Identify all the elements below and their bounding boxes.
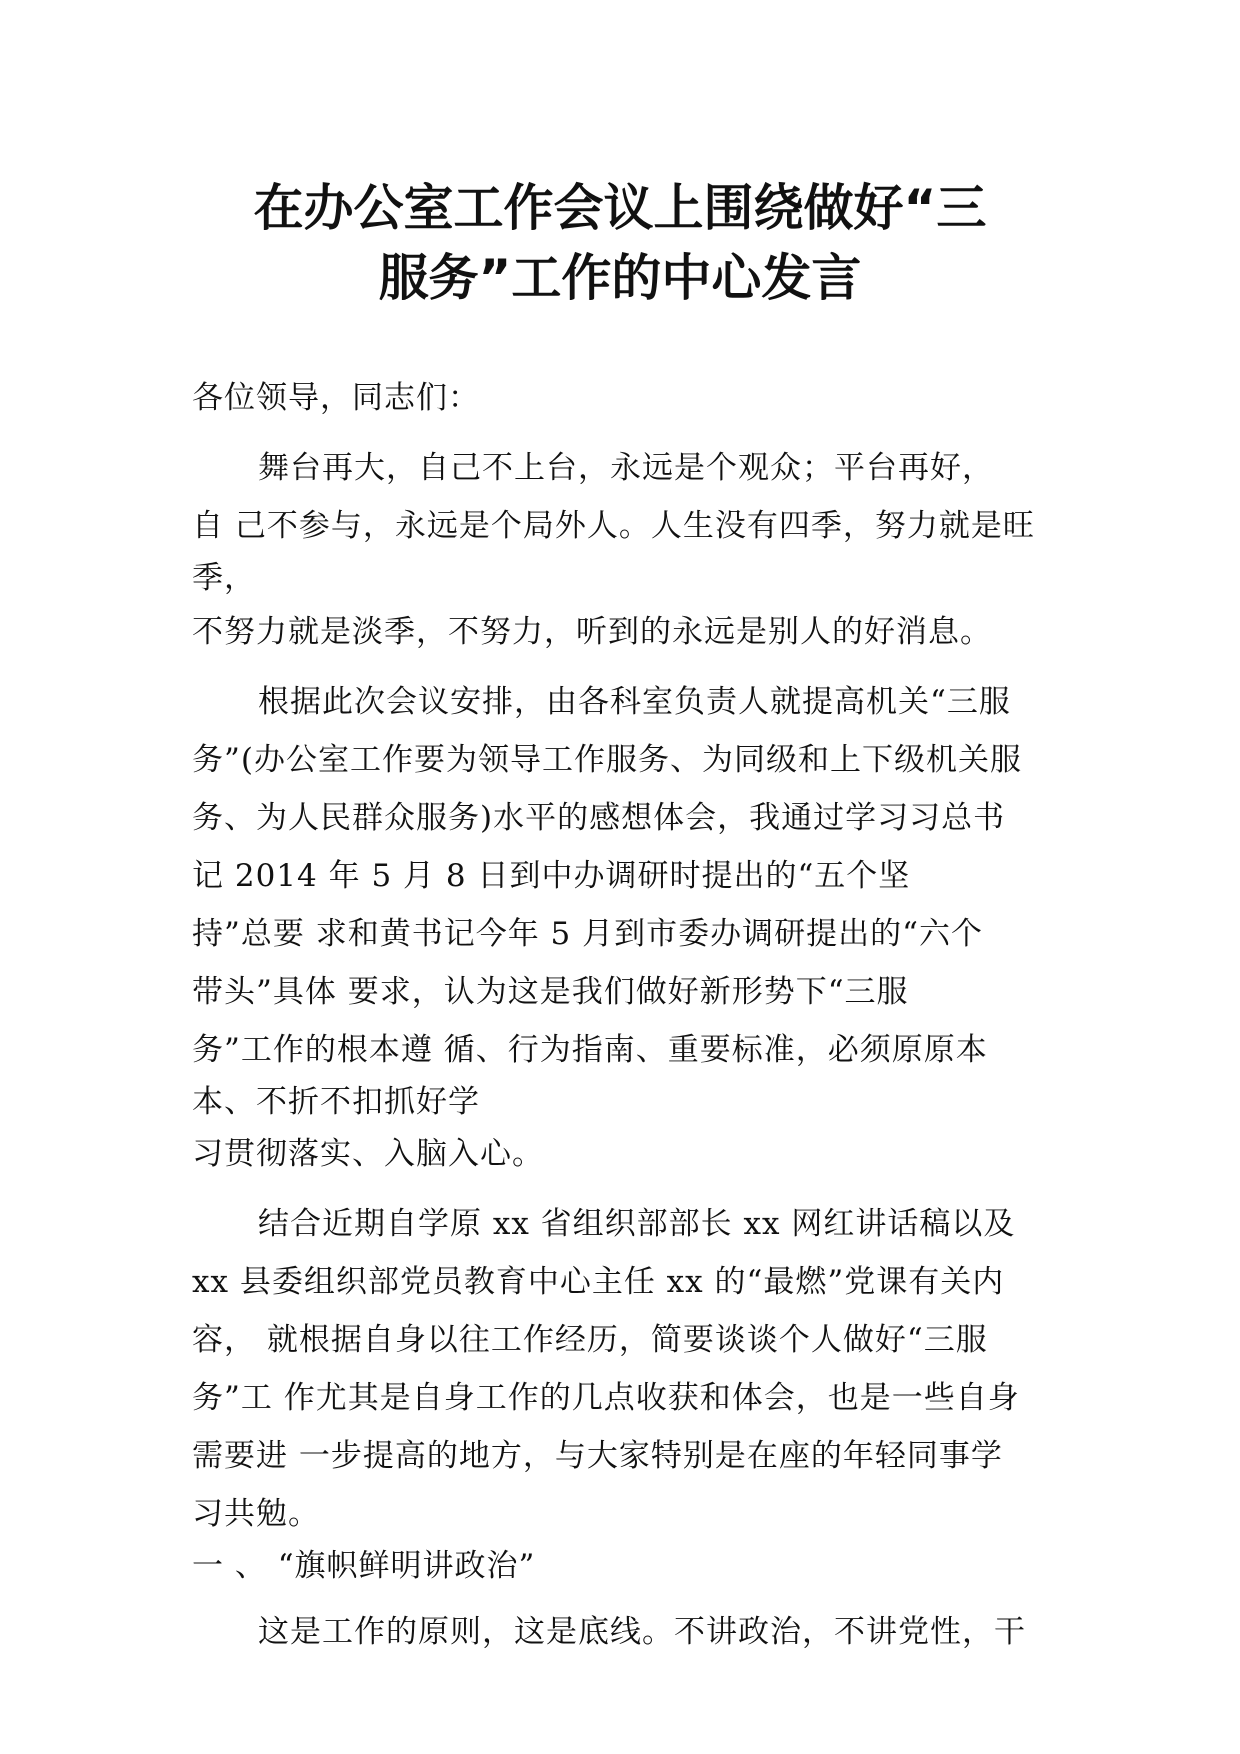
paragraph-2-line-6: 带头”具体 要求，认为这是我们做好新形势下“三服 bbox=[192, 974, 909, 1010]
paragraph-3-line-5: 需要进 一步提高的地方，与大家特别是在座的年轻同事学 bbox=[192, 1438, 1003, 1474]
document-title-line-2: 服务”工作的中心发言 bbox=[378, 249, 862, 307]
paragraph-3-line-1: 结合近期自学原 xx 省组织部部长 xx 网红讲话稿以及 bbox=[258, 1206, 1016, 1242]
paragraph-2-line-5: 持”总要 求和黄书记今年 5 月到市委办调研提出的“六个 bbox=[192, 916, 983, 952]
paragraph-3-line-4: 务”工 作尤其是自身工作的几点收获和体会，也是一些自身 bbox=[192, 1380, 1020, 1416]
paragraph-3-line-2: xx 县委组织部党员教育中心主任 xx 的“最燃”党课有关内 bbox=[192, 1264, 1005, 1300]
paragraph-4-line-1: 这是工作的原则，这是底线。不讲政治，不讲党性，干 bbox=[258, 1614, 1026, 1650]
paragraph-2-line-2: 务”(办公室工作要为领导工作服务、为同级和上下级机关服 bbox=[192, 742, 1022, 778]
paragraph-2-line-3: 务、为人民群众服务)水平的感想体会，我通过学习习总书 bbox=[192, 800, 1006, 836]
paragraph-2-line-8: 本、不折不扣抓好学 bbox=[192, 1084, 480, 1120]
paragraph-2-line-7: 务”工作的根本遵 循、行为指南、重要标准，必须原原本 bbox=[192, 1032, 988, 1068]
document-title-line-1: 在办公室工作会议上围绕做好“三 bbox=[253, 179, 987, 237]
section-heading: 一 、 “旗帜鲜明讲政治” bbox=[192, 1548, 536, 1584]
paragraph-1-line-4: 不努力就是淡季，不努力，听到的永远是别人的好消息。 bbox=[192, 614, 992, 650]
paragraph-1-line-1: 舞台再大，自己不上台，永远是个观众；平台再好， bbox=[258, 450, 994, 486]
paragraph-2-line-1: 根据此次会议安排，由各科室负责人就提高机关“三服 bbox=[258, 684, 1011, 720]
paragraph-1-line-3: 季， bbox=[192, 560, 256, 596]
paragraph-2-line-9: 习贯彻落实、入脑入心。 bbox=[192, 1136, 544, 1172]
paragraph-3-line-6: 习共勉。 bbox=[192, 1496, 320, 1532]
salutation: 各位领导，同志们： bbox=[192, 380, 480, 416]
paragraph-1-line-2: 自 己不参与，永远是个局外人。人生没有四季，努力就是旺 bbox=[192, 508, 1035, 544]
paragraph-3-line-3: 容， 就根据自身以往工作经历，简要谈谈个人做好“三服 bbox=[192, 1322, 988, 1358]
paragraph-2-line-4: 记 2014 年 5 月 8 日到中办调研时提出的“五个坚 bbox=[192, 858, 911, 894]
